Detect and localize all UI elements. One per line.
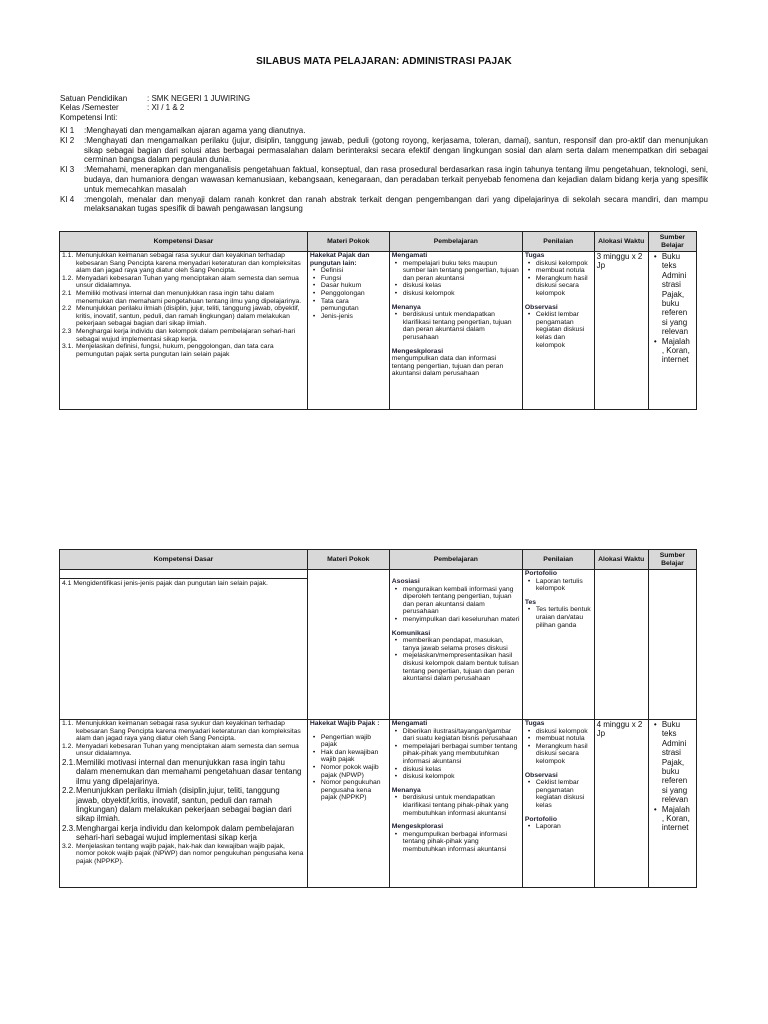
materi-item: • Penggolongan (310, 290, 387, 298)
pembelajaran-item: • diskusi kelas (392, 766, 520, 774)
sumber-item: • Majalah , Koran, internet (651, 337, 694, 365)
kd-group-1 (62, 252, 305, 290)
penilaian-item: • Ceklist lembar pengamatan kegiatan diskusi kelas (525, 779, 592, 809)
materi-item: • Definisi (310, 267, 387, 275)
materi-item: • Hak dan kewajiban wajib pajak (310, 749, 387, 764)
ki-item (60, 165, 708, 194)
penilaian-item: • membuat notula (525, 267, 592, 275)
penilaian-heading: Tes (524, 598, 537, 606)
pembelajaran-heading: Menanya (391, 786, 421, 794)
sumber-item: • Buku teks Admini strasi Pajak, buku referen si yang relevan (651, 720, 694, 805)
sumber-item: • Buku teks Admini strasi Pajak, buku referen si yang relevan (651, 252, 694, 337)
penilaian-heading: Observasi (524, 771, 558, 779)
penilaian-cell (522, 720, 594, 888)
penilaian-item: • membuat notula (525, 735, 592, 743)
col-header: Kompetensi Dasar (60, 232, 308, 252)
kd-item: 1.2. Menyadari kebesaran Tuhan yang menciptakan alam semesta dan semua unsur didalamnya. (62, 274, 299, 290)
pembelajaran-heading: Mengeskplorasi (391, 347, 444, 355)
penilaian-heading: Observasi (524, 303, 558, 311)
school-info (60, 94, 250, 122)
alokasi-value: 4 minggu x 2 Jp (596, 720, 643, 739)
col-header: Penilaian (522, 550, 594, 570)
col-header: Pembelajaran (389, 232, 522, 252)
pembelajaran-cell (389, 570, 522, 720)
kd-separator (62, 343, 305, 358)
kd-item: 1.1. Menunjukkan keimanan sebagai rasa syukur dan keyakinan terhadap kebesaran Sang Pencipta karena menyadari keteraturan dan kompleksitas alam dan jagad raya yang diatur oleh Sang Pencipta. (62, 252, 301, 275)
materi-pokok-cell (307, 570, 389, 720)
ki-text: :Menghayati dan mengamalkan ajaran agama yang dianutnya. (84, 126, 306, 135)
penilaian-heading: Portofolio (524, 815, 557, 823)
pembelajaran-item: • berdiskusi untuk mendapatkan klarifikasi tentang pengertian, tujuan dan peran akuntansi dalam perusahaan (392, 311, 520, 341)
ki-item (60, 136, 708, 165)
materi-title: Hakekat Pajak dan pungutan lain: (309, 252, 370, 267)
col-header: Materi Pokok (307, 550, 389, 570)
pembelajaran-item: • diskusi kelas (392, 282, 520, 290)
pembelajaran-item: • mengumpulkan berbagai informasi tentang pihak-pihak yang membutuhkan informasi akuntansi (392, 831, 520, 854)
kd-item: 4.1 Mengidentifikasi jenis-jenis pajak dan pungutan lain selain pajak. (60, 578, 307, 589)
penilaian-item: • Ceklist lembar pengamatan kegiatan diskusi kelas dan kelompok (525, 311, 592, 349)
info-label: Kompetensi Inti: (60, 112, 118, 122)
penilaian-heading: Tugas (524, 252, 545, 259)
materi-item: • Tata cara pemungutan (310, 298, 387, 313)
penilaian-item: • Tes tertulis bentuk uraian dan/atau pilihan ganda (525, 606, 592, 629)
materi-pokok-cell (307, 720, 389, 888)
pembelajaran-text: mengumpulkan data dan informasi tentang pengertian, tujuan dan peran akuntansi dalam perusahaan (391, 355, 504, 378)
penilaian-cell (522, 570, 594, 720)
materi-item: • Fungsi (310, 275, 387, 283)
kd-separator (62, 758, 305, 843)
kd-item: 3.1. Menjelaskan definisi, fungsi, hukum, penggolongan, dan tata cara pemungutan pajak serta pungutan lain selain pajak (62, 343, 274, 358)
ki-item (60, 195, 708, 214)
kompetensi-dasar-cell (60, 720, 308, 888)
col-header: Penilaian (522, 232, 594, 252)
col-header: Materi Pokok (307, 232, 389, 252)
kompetensi-dasar-cell (60, 570, 308, 720)
pembelajaran-heading: Mengamati (391, 720, 428, 727)
pembelajaran-heading: Mengeskplorasi (391, 823, 444, 831)
col-header: Sumber Belajar (648, 550, 696, 570)
col-header: Alokasi Waktu (594, 550, 648, 570)
sumber-cell (648, 570, 696, 720)
kd-item: 2.1. Memiliki motivasi internal dan menunjukkan rasa ingin tahu dalam menemukan dan memahami pengetahuan dasar tentang ilmu yang dipelajarinya. (62, 757, 302, 786)
pembelajaran-item: • menguraikan kembali informasi yang diperoleh tentang pengertian, tujuan dan peran akuntansi dalam perusahaan (392, 586, 520, 616)
kompetensi-dasar-cell (60, 252, 308, 410)
penilaian-heading: Tugas (524, 720, 545, 727)
penilaian-item: • diskusi kelompok (525, 728, 592, 736)
info-row (60, 113, 250, 122)
sumber-cell (648, 252, 696, 410)
materi-list (310, 734, 387, 802)
sumber-item: • Majalah , Koran, internet (651, 805, 694, 833)
materi-item: • Nomor pokok wajib pajak (NPWP) (310, 764, 387, 779)
kd-item: 1.1. Menunjukkan keimanan sebagai rasa syukur dan keyakinan terhadap kebesaran Sang Pencipta karena menyadari keteraturan dan kompleksitas alam dan jagad raya yang diatur oleh Sang Pencipta. (62, 720, 301, 743)
table-header-row (60, 550, 697, 570)
kd-item: 3.2. Menjelaskan tentang wajib pajak, hak-hak dan kewajiban wajib pajak, nomor pokok wajib pajak (NPWP) dan nomor pengukuhan pengusaha kena pajak (NPPKP). (62, 842, 304, 865)
penilaian-item: • Merangkum hasil diskusi secara kelompok (525, 743, 592, 766)
sumber-cell (648, 720, 696, 888)
alokasi-value: 3 minggu x 2 Jp (596, 252, 643, 271)
document-title: SILABUS MATA PELAJARAN: ADMINISTRASI PAJAK (256, 56, 512, 67)
materi-list (310, 267, 387, 320)
materi-title: Hakekat Wajib Pajak : (309, 720, 380, 727)
pembelajaran-item: • Diberikan ilustrasi/tayangan/gambar dari suatu kegiatan bisnis perusahaan (392, 728, 520, 743)
kd-item: 1.2. Menyadari kebesaran Tuhan yang menciptakan alam semesta dan semua unsur didalamnya. (62, 742, 299, 758)
materi-item: • Jenis-jenis (310, 313, 387, 321)
pembelajaran-heading: Asosiasi (391, 578, 420, 585)
kd-item: 2.1 Memiliki motivasi internal dan menunjukkan rasa ingin tahu dalam menemukan dan memahami pengetahuan tentang ilmu yang dipelajarinya. (62, 289, 302, 305)
info-row (60, 94, 250, 103)
pembelajaran-item: • diskusi kelompok (392, 290, 520, 298)
pembelajaran-item: • memberikan pendapat, masukan, tanya jawab selama proses diskusi (392, 637, 520, 652)
syllabus-table-1 (59, 231, 697, 410)
pembelajaran-item: • mempelajari buku teks maupun sumber lain tentang pengertian, tujuan dan peran akuntansi (392, 260, 520, 283)
syllabus-table-2 (59, 549, 697, 888)
kd-item: 2.3. Menghargai kerja individu dan kelompok dalam pembelajaran sehari-hari sebagai wujud implementasi sikap kerja (62, 823, 294, 843)
pembelajaran-cell (389, 720, 522, 888)
col-header: Kompetensi Dasar (60, 550, 308, 570)
penilaian-item: • Laporan tertulis kelompok (525, 578, 592, 593)
kd-item: 2.3 Menghargai kerja individu dan kelompok dalam pembelajaran sehari-hari sebagai wujud implementasi sikap kerja. (62, 327, 296, 343)
penilaian-item: • Laporan (525, 823, 592, 831)
pembelajaran-heading: Menanya (391, 303, 421, 311)
materi-item: • Pengertian wajib pajak (310, 734, 387, 749)
info-label: Satuan Pendidikan (60, 94, 128, 103)
kompetensi-inti-list (60, 126, 708, 214)
materi-pokok-cell (307, 252, 389, 410)
pembelajaran-cell (389, 252, 522, 410)
table-row (60, 720, 697, 888)
materi-item: • Dasar hukum (310, 282, 387, 290)
pembelajaran-item: • mempelajari berbagai sumber tentang pihak-pihak yang membutuhkan informasi akuntansi (392, 743, 520, 766)
pembelajaran-heading: Komunikasi (391, 629, 431, 637)
col-header: Pembelajaran (389, 550, 522, 570)
alokasi-cell (594, 570, 648, 720)
kd-separator (62, 290, 305, 343)
table-row (60, 252, 697, 410)
ki-code: KI 2 (60, 136, 75, 146)
alokasi-cell (594, 252, 648, 410)
table-row (60, 570, 697, 720)
penilaian-cell (522, 252, 594, 410)
penilaian-item: • diskusi kelompok (525, 260, 592, 268)
ki-code: KI 4 (60, 194, 75, 204)
info-value: : SMK NEGERI 1 JUWIRING (147, 94, 251, 103)
pembelajaran-item: • berdiskusi untuk mendapatkan klarifikasi tentang pihak-pihak yang membutuhkan informasi akuntansi (392, 794, 520, 817)
info-value: : XI / 1 & 2 (147, 103, 185, 113)
ki-code: KI 3 (60, 165, 75, 175)
col-header: Alokasi Waktu (594, 232, 648, 252)
pembelajaran-heading: Mengamati (391, 252, 428, 259)
ki-code: KI 1 (60, 126, 75, 135)
info-label: Kelas /Semester (60, 103, 119, 113)
pembelajaran-item: • mejelaskan/mempresentasikan hasil diskusi kelompok dalam bentuk tulisan tentang pengertian, tujuan dan peran akuntansi dalam perusahaan (392, 652, 520, 682)
table-header-row (60, 232, 697, 252)
materi-item: • Nomor pengukuhan pengusaha kena pajak (NPPKP) (310, 779, 387, 802)
alokasi-cell (594, 720, 648, 888)
ki-item (60, 126, 708, 136)
penilaian-heading: Portofolio (524, 570, 557, 577)
col-header: Sumber Belajar (648, 232, 696, 252)
pembelajaran-item: • menyimpulkan dari keseluruhan materi (392, 616, 520, 624)
kd-separator (62, 843, 305, 866)
pembelajaran-item: • diskusi kelompok (392, 773, 520, 781)
ki-text: :Memahami, menerapkan dan menganalisis pengetahuan faktual, konseptual, dan rasa prosedural berdasarkan rasa ingin tahunya tentang ilmu pengetahuan, teknologi, seni, budaya, dan humaniora dengan wawasan kemanusiaan, kebangsaan, kenegaraan, dan peradaban terkait penyebab fenomena dan kejadian dalam bidang kerja yang spesifik untuk memecahkan masalah (84, 165, 708, 194)
ki-text: :mengolah, menalar dan menyaji dalam ranah konkret dan ranah abstrak terkait dengan pengembangan dari yang dipelajarinya di sekolah secara mandiri, dan mampu melaksanakan tugas spesifik di bawah pengawasan langsung (84, 194, 708, 214)
info-row (60, 103, 250, 112)
penilaian-item: • Merangkum hasil diskusi secara kelompok (525, 275, 592, 298)
ki-text: :Menghayati dan mengamalkan perilaku (jujur, disiplin, tanggung jawab, peduli (gotong royong, kerjasama, toleran, damai), santun, responsif dan pro-aktif dan menunjukan sikap sebagai bagian dari solusi atas berbagai permasalahan dalam berinteraksi secara efektif dengan lingkungan sosial dan alam serta dalam menempatkan diri sebagai cerminan bangsa dalam pergaulan dunia. (84, 136, 708, 165)
kd-item: 2.2 Menunjukkan perilaku ilmiah (disiplin, jujur, teliti, tanggung jawab, obyektif, kritis, inovatif, santun, peduli, dan ramah lingkungan) dalam melakukan pekerjaan sebagai bagian dari sikap ilmiah. (62, 305, 300, 328)
kd-item: 2.2. Menunjukkan perilaku ilmiah (disiplin,jujur, teliti, tanggung jawab, obyektif,kritis, inovatif, santun, peduli dan ramah lingkungan) dalam melakukan pekerjaan sebagai bagian dari sikap ilmiah. (62, 786, 292, 824)
